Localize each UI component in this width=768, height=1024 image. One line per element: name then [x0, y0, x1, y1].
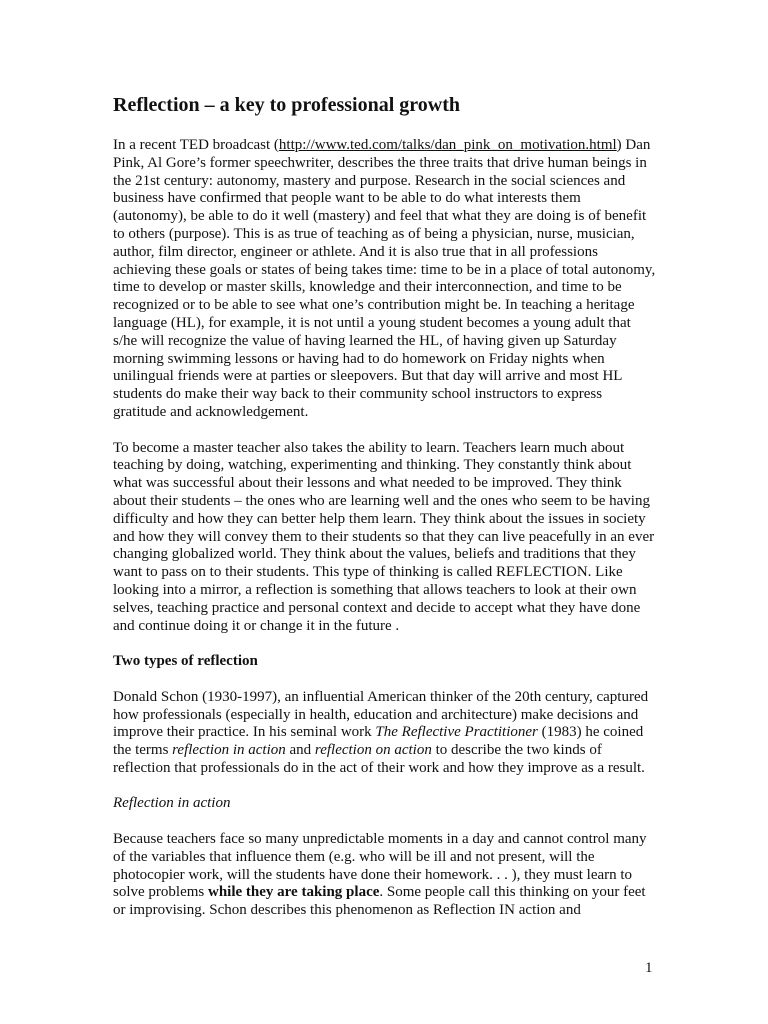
paragraph-unpredictable	[113, 831, 658, 920]
schon-text-b: (1983) he coined the terms	[113, 724, 644, 759]
term-reflection-on-action: reflection on action	[314, 742, 432, 759]
book-title: The Reflective Practitioner	[375, 724, 538, 741]
document-title: Reflection – a key to professional growth	[113, 94, 461, 116]
paragraph-master-teacher: To become a master teacher also takes the ability to learn. Teachers learn much about teaching by doing, watching, experimenting and thinking. They constantly think about what was successful about their lessons and what needed to be improved. They think about their students – the ones who are learning well and the ones who seem to be having difficulty and how they can better help them learn. They think about the issues in society and how they will convey them to their students so that they can live peacefully in an ever changing globalized world. They think about the values, beliefs and traditions that they want to pass on to their students. This type of thinking is called REFLECTION. Like looking into a mirror, a reflection is something that allows teachers to look at their own selves, teaching practice and personal context and decide to accept what they have done and continue doing it or change it in the future .	[113, 439, 655, 634]
bold-phrase: while they are taking place	[208, 884, 380, 901]
ted-link[interactable]: http://www.ted.com/talks/dan_pink_on_motivation.html	[278, 137, 617, 153]
paragraph-intro	[113, 137, 658, 422]
intro-text-start: In a recent TED broadcast (	[113, 137, 279, 153]
section-heading-two-types: Two types of reflection	[113, 653, 258, 670]
paragraph-schon	[113, 689, 658, 778]
schon-text-c: and	[285, 742, 315, 759]
schon-text-d: to describe the two kinds of reflection that professionals do in the act of their work and how they improve as a result.	[113, 742, 645, 776]
term-reflection-in-action: reflection in action	[172, 742, 286, 759]
schon-text-a: Donald Schon (1930-1997), an influential American thinker of the 20th century, captured how professionals (especially in health, education and architecture) make decisions and improve their practice. In his seminal work	[113, 688, 649, 741]
page-number: 1	[645, 960, 653, 976]
subheading-reflection-in-action: Reflection in action	[113, 795, 231, 812]
unpredictable-text-a: Because teachers face so many unpredictable moments in a day and cannot control many of the variables that influence them (e.g. who will be ill and not present, will the photocopier work, will the students have done their homework. . . ), they must learn to solve problems	[113, 831, 647, 901]
intro-text-end: ) Dan Pink, Al Gore’s former speechwriter, describes the three traits that drive human beings in the 21st century: autonomy, mastery and purpose. Research in the social sciences and business have confirmed that people want to be able to do what interests them (autonomy), be able to do it well (mastery) and feel that what they are doing is of benefit to others (purpose). This is as true of teaching as of being a physician, nurse, musician, author, film director, engineer or athlete. And it is also true that in all professions achieving these goals or states of being takes time: time to be in a place of total autonomy, time to develop or master skills, knowledge and their interconnection, and time to be recognized or to be able to see what one’s contribution might be. In teaching a heritage language (HL), for example, it is not until a young student becomes a young adult that s/he will recognize the value of having learned the HL, of having given up Saturday morning swimming lessons or having had to do homework on Friday nights when unilingual friends were at parties or sleepovers. But that day will arrive and most HL students do make their way back to their community school instructors to express gratitude and acknowledgement.	[113, 137, 656, 420]
unpredictable-text-b: . Some people call this thinking on your feet or improvising. Schon describes this phenomenon as Reflection IN action and	[113, 884, 646, 919]
document-page	[113, 92, 658, 938]
